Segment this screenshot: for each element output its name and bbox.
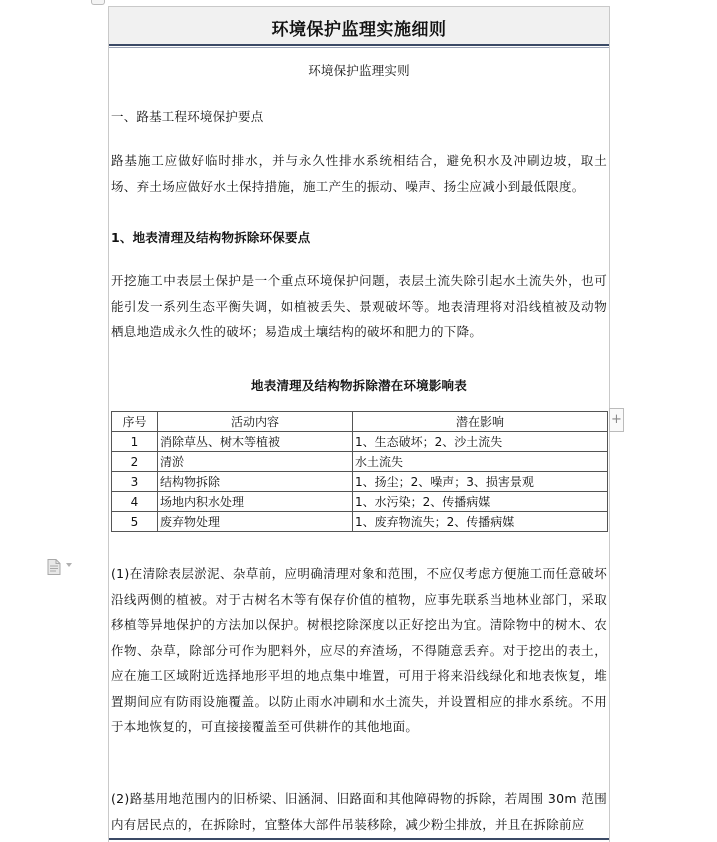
- add-row-button[interactable]: +: [609, 408, 624, 432]
- table-cell: 1、水污染；2、传播病媒: [353, 492, 608, 512]
- table-cell: 5: [112, 512, 158, 532]
- table-cell: 消除草丛、树木等植被: [158, 432, 353, 452]
- section-heading: 一、路基工程环境保护要点: [111, 109, 264, 124]
- paragraph-1: 路基施工应做好临时排水，并与永久性排水系统相结合，避免积水及冲刷边坡，取土场、弃土场应做好水土保持措施，施工产生的振动、噪声、扬尘应减小到最低限度。: [111, 153, 607, 194]
- impact-table: [111, 411, 608, 532]
- title-bar: [109, 6, 609, 45]
- table-header-row: [112, 412, 608, 432]
- table-row: [112, 512, 608, 532]
- table-row: [112, 492, 608, 512]
- table-cell: 1、扬尘；2、噪声；3、损害景观: [353, 472, 608, 492]
- table-row: [112, 472, 608, 492]
- chevron-down-icon[interactable]: [66, 563, 72, 567]
- table-cell: 1、废弃物流失；2、传播病媒: [353, 512, 608, 532]
- table-cell: 结构物拆除: [158, 472, 353, 492]
- table-cell: 场地内积水处理: [158, 492, 353, 512]
- table-cell: 水土流失: [353, 452, 608, 472]
- table-cell: 1、生态破坏；2、沙土流失: [353, 432, 608, 452]
- table-row: [112, 432, 608, 452]
- header-cell: 序号: [112, 412, 158, 432]
- subsection-heading: 1、地表清理及结构物拆除环保要点: [111, 230, 311, 245]
- header-cell: 潜在影响: [353, 412, 608, 432]
- table-cell: 3: [112, 472, 158, 492]
- table-cell: 2: [112, 452, 158, 472]
- header-cell: 活动内容: [158, 412, 353, 432]
- page-bottom-divider: [109, 838, 609, 840]
- table-cell: 废弃物处理: [158, 512, 353, 532]
- paragraph-3: (1)在清除表层淤泥、杂草前，应明确清理对象和范围，不应仅考虑方便施工而任意破坏沿线两侧的植被。对于古树名木等有保存价值的植物，应事先联系当地林业部门，采取移植等异地保护的方法加以保护。树根挖除深度以正好挖出为宜。清除物中的树木、农作物、杂草，除部分可作为肥料外，应尽的弃渣场，不得随意丢弃。对于挖出的表土，应在施工区域附近选择地形平坦的地点集中堆置，可用于将来沿线绿化和地表恢复，堆置期间应有防雨设施覆盖。以防止雨水冲刷和水土流失，并设置相应的排水系统。不用于本地恢复的，可直接接覆盖至可供耕作的其他地面。: [111, 566, 607, 734]
- document-page: [108, 6, 610, 842]
- document-icon[interactable]: [47, 559, 61, 575]
- document-title: 环境保护监理实施细则: [271, 20, 447, 40]
- document-subtitle: 环境保护监理实则: [308, 63, 410, 78]
- paragraph-4: (2)路基用地范围内的旧桥梁、旧涵洞、旧路面和其他障碍物的拆除，若周围 30m 范围内有居民点的，在拆除时，宜整体大部件吊装移除，减少粉尘排放，并且在拆除前应: [111, 791, 607, 832]
- title-divider: [109, 44, 609, 46]
- ruler-marker: [91, 0, 105, 5]
- table-cell: 1: [112, 432, 158, 452]
- table-cell: 4: [112, 492, 158, 512]
- table-row: [112, 452, 608, 472]
- table-title: 地表清理及结构物拆除潜在环境影响表: [251, 378, 467, 393]
- paragraph-2: 开挖施工中表层土保护是一个重点环境保护问题，表层土流失除引起水土流失外，也可能引发一系列生态平衡失调，如植被丢失、景观破坏等。地表清理将对沿线植被及动物栖息地造成永久性的破坏；易造成土壤结构的破坏和肥力的下降。: [111, 273, 607, 339]
- table-cell: 清淤: [158, 452, 353, 472]
- title-divider-thin: [109, 47, 609, 48]
